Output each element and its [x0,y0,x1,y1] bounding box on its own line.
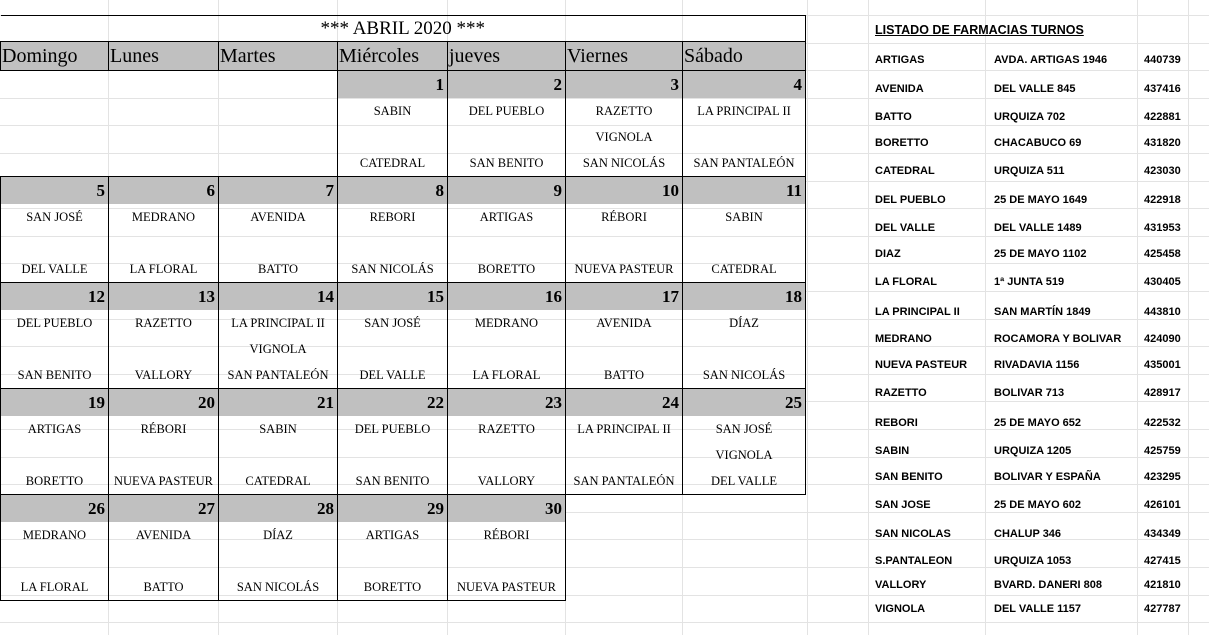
day-number: 28 [219,495,338,523]
weekday-header: Miércoles [338,42,448,71]
pharmacy-name: SAN JOSE [875,499,931,511]
duty-pharmacy [448,548,566,574]
duty-pharmacy: MEDRANO [1,522,109,548]
empty-cell [219,124,338,150]
day-number: 18 [683,283,806,311]
weekday-header: Domingo [1,42,109,71]
day-number: 2 [448,71,566,99]
pharmacy-address: DEL VALLE 845 [994,83,1076,95]
calendar-table [0,15,806,601]
duty-pharmacy: SAN BENITO [338,468,448,495]
pharmacy-row [1,256,806,283]
day-number: 7 [219,177,338,205]
duty-pharmacy: CATEDRAL [219,468,338,495]
pharmacy-list-row [868,185,1204,215]
duty-pharmacy: BORETTO [338,574,448,601]
duty-pharmacy: REBORI [338,204,448,230]
empty-day-cell [219,71,338,99]
day-number: 17 [566,283,683,311]
duty-pharmacy: AVENIDA [219,204,338,230]
duty-pharmacy: DEL VALLE [1,256,109,283]
pharmacy-address: BVARD. DANERI 808 [994,579,1102,591]
pharmacy-address: DEL VALLE 1489 [994,221,1082,234]
duty-pharmacy [338,442,448,468]
duty-pharmacy: SAN NICOLÁS [683,362,806,389]
duty-pharmacy: SAN PANTALEÓN [683,150,806,177]
duty-pharmacy: VIGNOLA [566,124,683,150]
pharmacy-phone: 430405 [1144,276,1181,288]
duty-pharmacy [566,230,683,256]
pharmacy-name: NUEVA PASTEUR [875,359,968,371]
week-number-row [1,71,806,99]
pharmacy-name: S.PANTALEON [875,555,953,567]
duty-pharmacy [448,124,566,150]
duty-pharmacy: BATTO [109,574,219,601]
empty-day-cell [109,71,219,99]
duty-pharmacy: ARTIGAS [338,522,448,548]
duty-pharmacy [338,124,448,150]
pharmacy-row [1,204,806,230]
empty-cell [566,522,683,548]
duty-pharmacy: BATTO [219,256,338,283]
pharmacy-row [1,336,806,362]
weekday-header: Martes [219,42,338,71]
day-number: 21 [219,389,338,417]
week-number-row [1,495,806,523]
pharmacy-list-row [868,240,1204,268]
weekday-header-row [1,42,806,71]
duty-pharmacy: VALLORY [448,468,566,495]
pharmacy-list-row [868,351,1204,379]
empty-cell [1,150,109,177]
pharmacy-phone: 422881 [1144,110,1181,123]
day-number: 25 [683,389,806,417]
duty-pharmacy: AVENIDA [109,522,219,548]
duty-pharmacy [338,548,448,574]
day-number: 5 [1,177,109,205]
pharmacy-list-row [868,573,1204,597]
weekday-header: jueves [448,42,566,71]
duty-pharmacy: VIGNOLA [219,336,338,362]
pharmacy-name: DEL VALLE [875,221,936,234]
pharmacy-phone: 423030 [1144,165,1181,177]
duty-pharmacy: SAN BENITO [1,362,109,389]
pharmacy-name: LA PRINCIPAL II [875,305,960,318]
duty-pharmacy: SAN BENITO [448,150,566,177]
duty-pharmacy [219,442,338,468]
pharmacy-address: URQUIZA 511 [994,165,1065,177]
day-number: 3 [566,71,683,99]
pharmacy-name: DIAZ [875,248,901,260]
day-number: 24 [566,389,683,417]
duty-pharmacy: SABIN [338,98,448,124]
pharmacy-row [1,468,806,495]
duty-pharmacy [338,336,448,362]
duty-pharmacy [683,124,806,150]
pharmacy-list-row [868,157,1204,185]
duty-pharmacy [109,336,219,362]
day-number: 12 [1,283,109,311]
duty-pharmacy: RÉBORI [109,416,219,442]
duty-pharmacy: LA PRINCIPAL II [566,416,683,442]
day-number: 19 [1,389,109,417]
duty-pharmacy: DEL VALLE [683,468,806,495]
duty-pharmacy: BORETTO [448,256,566,283]
pharmacy-phone: 427415 [1144,555,1181,567]
pharmacy-list-row [868,327,1204,351]
empty-day-cell [566,495,683,523]
pharmacy-address: CHALUP 346 [994,528,1062,540]
duty-pharmacy: SAN NICOLÁS [219,574,338,601]
duty-pharmacy: RÉBORI [448,522,566,548]
pharmacy-list-row [868,379,1204,407]
pharmacy-list-row [868,129,1204,157]
pharmacy-address: AVDA. ARTIGAS 1946 [994,53,1108,66]
duty-pharmacy: NUEVA PASTEUR [448,574,566,601]
empty-day-cell [1,71,109,99]
pharmacy-address: RIVADAVIA 1156 [994,359,1080,371]
duty-pharmacy: LA FLORAL [448,362,566,389]
empty-cell [683,522,806,548]
pharmacy-address: DEL VALLE 1157 [994,603,1082,615]
pharmacy-row [1,150,806,177]
empty-cell [109,124,219,150]
pharmacy-phone: 440739 [1144,53,1181,66]
pharmacy-name: LA FLORAL [875,276,937,288]
pharmacy-name: VALLORY [875,579,927,591]
grid-row-line [0,622,1209,623]
weekday-header: Lunes [109,42,219,71]
duty-pharmacy [1,548,109,574]
day-number: 22 [338,389,448,417]
duty-pharmacy [683,336,806,362]
day-number: 13 [109,283,219,311]
duty-pharmacy: SAN JOSÉ [338,310,448,336]
week-number-row [1,389,806,417]
day-number: 27 [109,495,219,523]
empty-cell [109,150,219,177]
duty-pharmacy: CATEDRAL [338,150,448,177]
pharmacy-address: BOLIVAR 713 [994,387,1065,399]
duty-pharmacy [448,230,566,256]
pharmacy-name: BORETTO [875,137,929,149]
pharmacy-name: BATTO [875,110,912,123]
weekday-header: Viernes [566,42,683,71]
pharmacy-name: RAZETTO [875,387,927,399]
pharmacy-address: CHACABUCO 69 [994,137,1082,149]
week-number-row [1,177,806,205]
weekday-header: Sábado [683,42,806,71]
pharmacy-name: SAN NICOLAS [875,528,951,540]
pharmacy-row [1,442,806,468]
pharmacy-phone: 434349 [1144,528,1181,540]
pharmacy-list-row [868,296,1204,327]
duty-pharmacy: LA PRINCIPAL II [219,310,338,336]
duty-pharmacy: RAZETTO [109,310,219,336]
pharmacy-phone: 437416 [1144,83,1181,95]
duty-pharmacy [1,336,109,362]
day-number: 23 [448,389,566,417]
pharmacy-row [1,548,806,574]
pharmacy-phone: 423295 [1144,471,1181,483]
pharmacy-address: 25 DE MAYO 1649 [994,194,1088,206]
duty-pharmacy [683,230,806,256]
duty-pharmacy: DÍAZ [219,522,338,548]
duty-pharmacy: RAZETTO [566,98,683,124]
duty-pharmacy [109,230,219,256]
pharmacy-row [1,416,806,442]
pharmacy-row [1,362,806,389]
empty-cell [109,98,219,124]
pharmacy-list-row [868,491,1204,519]
duty-pharmacy [109,442,219,468]
pharmacy-list-row [868,268,1204,296]
day-number: 26 [1,495,109,523]
duty-pharmacy: AVENIDA [566,310,683,336]
pharmacy-phone: 428917 [1144,387,1181,399]
pharmacy-list-row [868,597,1204,621]
day-number: 30 [448,495,566,523]
duty-pharmacy [1,230,109,256]
pharmacy-list-row [868,104,1204,129]
duty-pharmacy: SABIN [683,204,806,230]
pharmacy-name: SABIN [875,444,910,457]
duty-pharmacy [448,336,566,362]
duty-pharmacy: MEDRANO [448,310,566,336]
empty-day-cell [683,495,806,523]
day-number: 14 [219,283,338,311]
duty-pharmacy: SAN PANTALEÓN [219,362,338,389]
pharmacy-list-row [868,438,1204,463]
duty-pharmacy: RAZETTO [448,416,566,442]
empty-cell [566,574,683,601]
pharmacy-address: URQUIZA 702 [994,110,1066,123]
day-number: 6 [109,177,219,205]
pharmacy-phone: 435001 [1144,359,1181,371]
pharmacy-phone: 424090 [1144,333,1181,345]
duty-pharmacy: LA FLORAL [109,256,219,283]
pharmacy-phone: 431820 [1144,137,1181,149]
pharmacy-row [1,574,806,601]
day-number: 1 [338,71,448,99]
pharmacy-address: URQUIZA 1053 [994,555,1072,567]
day-number: 16 [448,283,566,311]
duty-pharmacy [109,548,219,574]
pharmacy-address: 1ª JUNTA 519 [994,276,1065,288]
duty-pharmacy: SABIN [219,416,338,442]
duty-pharmacy: DEL VALLE [338,362,448,389]
day-number: 8 [338,177,448,205]
pharmacy-name: DEL PUEBLO [875,194,946,206]
pharmacy-name: REBORI [875,416,918,429]
pharmacy-name: VIGNOLA [875,603,926,615]
pharmacy-name: MEDRANO [875,333,932,345]
day-number: 4 [683,71,806,99]
duty-pharmacy: SAN NICOLÁS [566,150,683,177]
duty-pharmacy [566,336,683,362]
pharmacy-list-title: LISTADO DE FARMACIAS TURNOS [875,22,1084,37]
duty-pharmacy: DÍAZ [683,310,806,336]
pharmacy-address: BOLIVAR Y ESPAÑA [994,471,1101,483]
pharmacy-row [1,124,806,150]
duty-pharmacy [566,442,683,468]
pharmacy-address: URQUIZA 1205 [994,444,1072,457]
day-number: 20 [109,389,219,417]
pharmacy-phone: 426101 [1144,499,1181,511]
pharmacy-list-row [868,463,1204,491]
duty-pharmacy [1,442,109,468]
duty-pharmacy: SAN NICOLÁS [338,256,448,283]
empty-cell [683,548,806,574]
duty-pharmacy: SAN PANTALEÓN [566,468,683,495]
pharmacy-row [1,98,806,124]
duty-pharmacy [219,230,338,256]
pharmacy-name: AVENIDA [875,83,924,95]
calendar-title: *** ABRIL 2020 *** [1,16,806,42]
day-number: 15 [338,283,448,311]
pharmacy-list [868,14,1204,621]
pharmacy-phone: 421810 [1144,579,1181,591]
duty-pharmacy: DEL PUEBLO [448,98,566,124]
pharmacy-address: 25 DE MAYO 602 [994,499,1082,511]
pharmacy-address: ROCAMORA Y BOLIVAR [994,333,1122,345]
duty-pharmacy [448,442,566,468]
duty-pharmacy: LA PRINCIPAL II [683,98,806,124]
pharmacy-name: ARTIGAS [875,53,925,66]
duty-pharmacy: ARTIGAS [448,204,566,230]
day-number: 29 [338,495,448,523]
duty-pharmacy: BATTO [566,362,683,389]
empty-cell [566,548,683,574]
empty-cell [219,150,338,177]
duty-pharmacy: SAN JOSÉ [683,416,806,442]
duty-pharmacy: LA FLORAL [1,574,109,601]
pharmacy-phone: 425759 [1144,444,1181,457]
duty-pharmacy: NUEVA PASTEUR [109,468,219,495]
pharmacy-list-row [868,74,1204,104]
pharmacy-phone: 422918 [1144,194,1181,206]
duty-pharmacy: VIGNOLA [683,442,806,468]
pharmacy-row [1,522,806,548]
duty-pharmacy: DEL PUEBLO [338,416,448,442]
pharmacy-row [1,230,806,256]
empty-cell [683,574,806,601]
empty-cell [1,124,109,150]
duty-pharmacy: SAN JOSÉ [1,204,109,230]
pharmacy-list-row [868,519,1204,549]
pharmacy-list-row [868,45,1204,74]
pharmacy-phone: 425458 [1144,248,1181,260]
pharmacy-phone: 431953 [1144,221,1181,234]
pharmacy-address: SAN MARTÍN 1849 [994,305,1091,318]
duty-pharmacy: RÉBORI [566,204,683,230]
duty-pharmacy [338,230,448,256]
day-number: 10 [566,177,683,205]
pharmacy-phone: 427787 [1144,603,1181,615]
duty-pharmacy: CATEDRAL [683,256,806,283]
pharmacy-phone: 422532 [1144,416,1181,429]
empty-cell [1,98,109,124]
pharmacy-address: 25 DE MAYO 1102 [994,248,1087,260]
duty-pharmacy: ARTIGAS [1,416,109,442]
duty-pharmacy: NUEVA PASTEUR [566,256,683,283]
duty-pharmacy: BORETTO [1,468,109,495]
pharmacy-list-row [868,407,1204,438]
day-number: 11 [683,177,806,205]
day-number: 9 [448,177,566,205]
duty-pharmacy: VALLORY [109,362,219,389]
duty-pharmacy: MEDRANO [109,204,219,230]
pharmacy-name: CATEDRAL [875,165,935,177]
week-number-row [1,283,806,311]
pharmacy-name: SAN BENITO [875,471,943,483]
duty-pharmacy [219,548,338,574]
pharmacy-row [1,310,806,336]
pharmacy-address: 25 DE MAYO 652 [994,416,1082,429]
pharmacy-phone: 443810 [1144,305,1181,318]
pharmacy-list-row [868,215,1204,240]
empty-cell [219,98,338,124]
pharmacy-list-row [868,549,1204,573]
duty-pharmacy: DEL PUEBLO [1,310,109,336]
